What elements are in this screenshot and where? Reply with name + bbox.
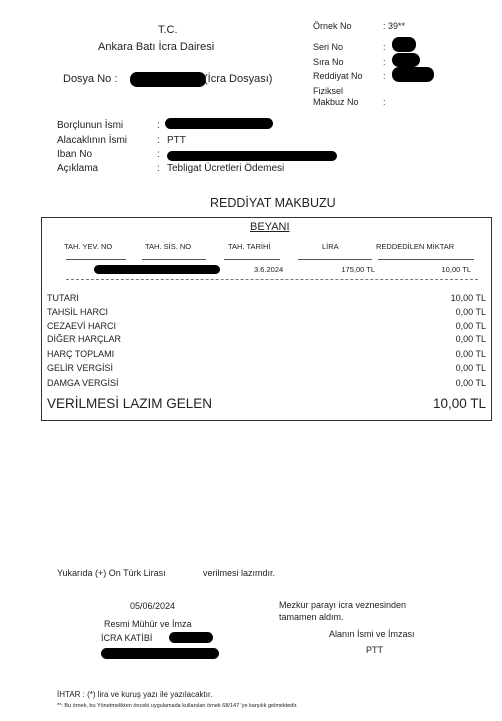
col-underline — [298, 259, 372, 260]
summary-row — [47, 321, 486, 335]
aciklama-value: Tebligat Ücretleri Ödemesi — [167, 163, 285, 174]
entry-date: 3.6.2024 — [254, 265, 284, 274]
entry-lira: 175,00 TL — [341, 265, 375, 274]
footnote: **: Bu örnek, bu Yönetmelikten önceki uygulamada kullanılan örnek 68/147 'ye karşılık gelmektedir. — [57, 703, 298, 709]
redacted-reddiyat-no — [392, 67, 434, 82]
summary-value: 0,00 TL — [455, 307, 486, 317]
summary-label: DAMGA VERGİSİ — [47, 378, 119, 388]
col-tah-sis-no: TAH. SİS. NO — [145, 242, 192, 251]
summary-value: 0,00 TL — [455, 334, 486, 344]
summary-label: TAHSİL HARCI — [47, 307, 109, 317]
col-reddedilen-miktar: REDDEDİLEN MİKTAR — [376, 242, 455, 251]
makbuz-no-colon: : — [383, 97, 386, 107]
summary-value: 0,00 TL — [455, 321, 486, 331]
borclu-colon: : — [157, 120, 160, 131]
summary-value: 10,00 TL — [450, 293, 486, 303]
alanin-label: Alanın İsmi ve İmzası — [329, 629, 415, 639]
redacted-iban — [167, 151, 337, 161]
redacted-borclu — [165, 118, 273, 129]
summary-row — [47, 349, 486, 363]
ihtar-note: İHTAR : (*) lira ve kuruş yazı ile yazılacaktır. — [57, 690, 213, 699]
receipt-date: 05/06/2024 — [130, 601, 176, 611]
tc-label: T.C. — [158, 24, 178, 36]
fiziksel-label: Fiziksel — [313, 86, 344, 96]
summary-value: 0,00 TL — [455, 363, 486, 373]
col-underline — [224, 259, 280, 260]
alacakli-label: Alacaklının İsmi — [57, 135, 128, 146]
icra-katibi-label: İCRA KATİBİ — [101, 633, 153, 643]
col-tah-tarihi: TAH. TARİHİ — [228, 242, 271, 251]
seri-no-label: Seri No — [313, 42, 344, 52]
entry-reddedilen: 10,00 TL — [441, 265, 471, 274]
redacted-tah-no — [94, 265, 220, 274]
col-underline — [142, 259, 206, 260]
total-label: VERİLMESİ LAZIM GELEN — [47, 396, 213, 411]
reddiyat-no-label: Reddiyat No — [313, 71, 363, 81]
makbuz-no-label: Makbuz No — [313, 97, 359, 107]
summary-label: CEZAEVİ HARCI — [47, 321, 117, 331]
summary-row — [47, 334, 486, 348]
summary-row — [47, 293, 486, 307]
sira-no-label: Sıra No — [313, 57, 344, 67]
iban-label: Iban No — [57, 149, 93, 160]
ornek-no-value: : 39** — [383, 21, 406, 31]
dashed-separator — [66, 279, 478, 280]
redacted-katib-name — [169, 632, 213, 643]
col-tah-yev-no: TAH. YEV. NO — [64, 242, 113, 251]
alacakli-colon: : — [157, 135, 160, 146]
aciklama-colon: : — [157, 163, 160, 174]
summary-row — [47, 363, 486, 377]
sira-no-colon: : — [383, 57, 386, 67]
aciklama-label: Açıklama — [57, 163, 99, 174]
office-name: Ankara Batı İcra Dairesi — [98, 41, 215, 53]
resmi-muhur-label: Resmi Mühür ve İmza — [104, 619, 192, 629]
mezkur-line-1: Mezkur parayı icra veznesinden — [279, 600, 407, 610]
borclu-label: Borçlunun İsmi — [57, 120, 124, 131]
beyani-heading: BEYANI — [250, 221, 290, 233]
col-underline — [66, 259, 126, 260]
summary-row — [47, 378, 486, 392]
iban-colon: : — [157, 149, 160, 160]
dosya-no-label: Dosya No : — [63, 73, 118, 85]
alanin-value: PTT — [366, 645, 383, 655]
total-value: 10,00 TL — [432, 396, 486, 411]
reddiyat-no-colon: : — [383, 71, 386, 81]
summary-value: 0,00 TL — [455, 378, 486, 388]
redacted-signature — [101, 648, 219, 659]
summary-value: 0,00 TL — [455, 349, 486, 359]
summary-label: DİĞER HARÇLAR — [47, 334, 122, 344]
note-suffix: verilmesi lazımdır. — [203, 568, 276, 578]
col-underline — [378, 259, 474, 260]
redacted-seri-no — [392, 37, 416, 52]
receipt-box — [41, 217, 492, 421]
seri-no-colon: : — [383, 42, 386, 52]
summary-row — [47, 307, 486, 321]
redacted-dosya-no — [130, 72, 206, 87]
col-lira: LİRA — [322, 242, 339, 251]
mezkur-line-2: tamamen aldım. — [279, 612, 344, 622]
alacakli-value: PTT — [167, 135, 186, 146]
summary-label: TUTARI — [47, 293, 79, 303]
summary-label: GELİR VERGİSİ — [47, 363, 114, 373]
document-title: REDDİYAT MAKBUZU — [210, 196, 336, 210]
ornek-no-label: Örnek No — [313, 21, 352, 31]
summary-label: HARÇ TOPLAMI — [47, 349, 115, 359]
dosya-no-suffix: (İcra Dosyası) — [204, 73, 273, 85]
redacted-sira-no — [392, 53, 420, 67]
note-prefix: Yukarıda (+) On Türk Lirası — [57, 568, 166, 578]
